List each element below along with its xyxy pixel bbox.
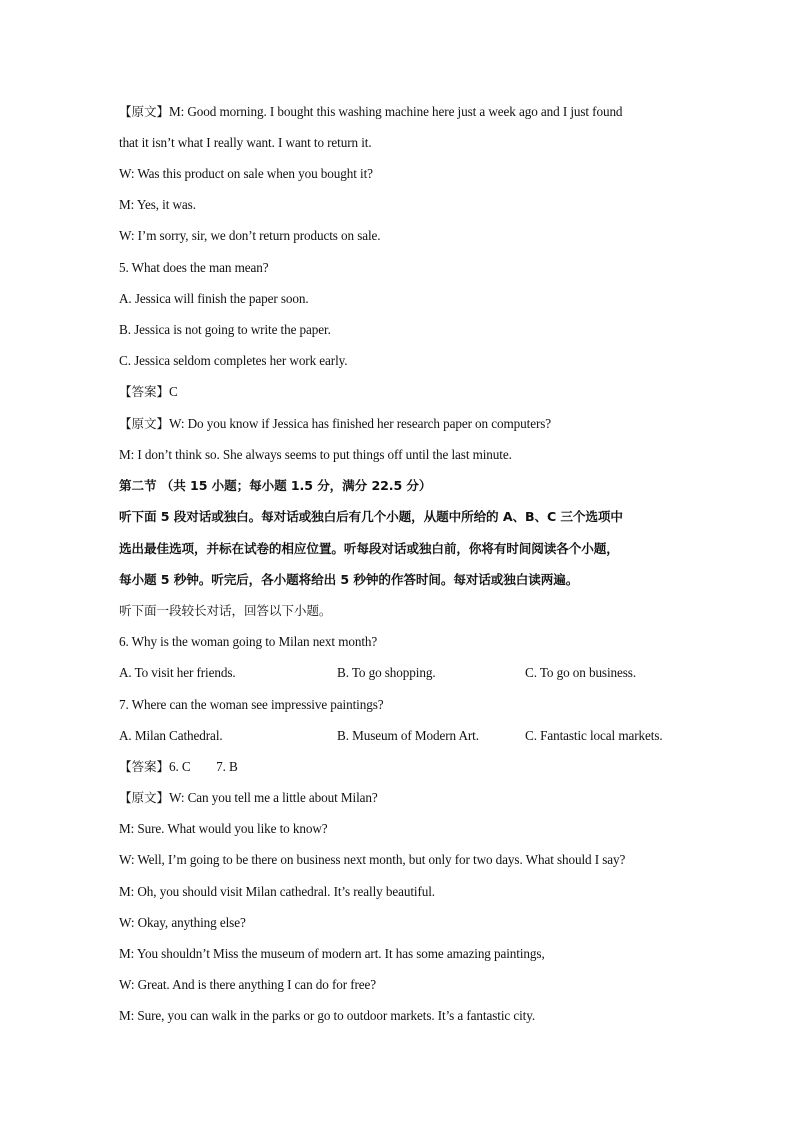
section-heading bbox=[119, 477, 431, 495]
transcript-line bbox=[119, 851, 625, 869]
question-text: 7. Where can the woman see impressive paintings? bbox=[119, 697, 384, 712]
answer-line bbox=[119, 758, 238, 776]
transcript-line bbox=[119, 914, 246, 932]
line-text: M: Yes, it was. bbox=[119, 197, 196, 212]
option-c: C. Fantastic local markets. bbox=[525, 728, 663, 743]
line-text: W: Do you know if Jessica has finished her research paper on computers? bbox=[168, 416, 552, 431]
transcript-line bbox=[119, 227, 381, 245]
transcript-line bbox=[119, 165, 373, 183]
line-text: M: Oh, you should visit Milan cathedral. It’s really beautiful. bbox=[119, 884, 436, 899]
line-text: M: You shouldn’t Miss the museum of modern art. It has some amazing paintings, bbox=[119, 946, 545, 961]
line-text: W: Can you tell me a little about Milan? bbox=[168, 790, 378, 805]
line-text: W: Was this product on sale when you bought it? bbox=[119, 166, 373, 181]
line-text: W: Great. And is there anything I can do for free? bbox=[119, 977, 377, 992]
transcript-line bbox=[119, 945, 545, 963]
transcript-line bbox=[119, 446, 512, 464]
instruction-text: 听下面一段较长对话，回答以下小题。 bbox=[119, 603, 332, 618]
option-text: B. Jessica is not going to write the paper. bbox=[119, 322, 331, 337]
option-a: A. Milan Cathedral. bbox=[119, 728, 223, 743]
line-text: M: I don’t think so. She always seems to put things off until the last minute. bbox=[119, 447, 512, 462]
instruction-text: 听下面 5 段对话或独白。每对话或独白后有几个小题，从题中所给的 A、B、C 三个选项中 bbox=[119, 509, 623, 524]
transcript-label: 【原文】 bbox=[119, 416, 169, 431]
section-heading-text: 第二节 （共 15 小题；每小题 1.5 分，满分 22.5 分） bbox=[119, 478, 432, 493]
answer-line bbox=[119, 383, 178, 401]
answer-text: 6. C 7. B bbox=[168, 759, 238, 774]
transcript-line bbox=[119, 789, 378, 807]
transcript-line bbox=[119, 134, 372, 152]
transcript-label: 【原文】 bbox=[119, 790, 169, 805]
option-a bbox=[119, 290, 309, 308]
question-5 bbox=[119, 259, 269, 277]
option-a: A. To visit her friends. bbox=[119, 665, 236, 680]
transcript-label: 【原文】 bbox=[119, 104, 169, 119]
line-text: M: Sure. What would you like to know? bbox=[119, 821, 328, 836]
question-text: 5. What does the man mean? bbox=[119, 260, 269, 275]
answer-label: 【答案】 bbox=[119, 384, 169, 399]
option-b: B. Museum of Modern Art. bbox=[337, 728, 479, 743]
line-text: W: Okay, anything else? bbox=[119, 915, 246, 930]
option-text: A. Jessica will finish the paper soon. bbox=[119, 291, 309, 306]
line-text: that it isn’t what I really want. I want to return it. bbox=[119, 135, 372, 150]
option-b: B. To go shopping. bbox=[337, 665, 436, 680]
question-7 bbox=[119, 696, 383, 714]
option-c: C. To go on business. bbox=[525, 665, 637, 680]
line-text: M: Sure, you can walk in the parks or go to outdoor markets. It’s a fantastic city. bbox=[119, 1008, 536, 1023]
option-c bbox=[119, 352, 348, 370]
transcript-line bbox=[119, 1007, 535, 1025]
instruction-line bbox=[119, 540, 619, 558]
instruction-line bbox=[119, 571, 578, 589]
question-6 bbox=[119, 633, 377, 651]
transcript-line bbox=[119, 103, 622, 121]
option-b bbox=[119, 321, 331, 339]
line-text: W: Well, I’m going to be there on business next month, but only for two days. What should I say? bbox=[119, 852, 626, 867]
transcript-line bbox=[119, 976, 376, 994]
transcript-line bbox=[119, 415, 551, 433]
line-text: M: Good morning. I bought this washing machine here just a week ago and I just found bbox=[168, 104, 623, 119]
answer-label: 【答案】 bbox=[119, 759, 169, 774]
transcript-line bbox=[119, 196, 196, 214]
line-text: W: I’m sorry, sir, we don’t return products on sale. bbox=[119, 228, 381, 243]
answer-text: C bbox=[168, 384, 178, 399]
option-text: C. Jessica seldom completes her work early. bbox=[119, 353, 348, 368]
transcript-line bbox=[119, 883, 435, 901]
instruction-line bbox=[119, 508, 623, 526]
instruction-line bbox=[119, 602, 331, 620]
instruction-text: 选出最佳选项，并标在试卷的相应位置。听每段对话或独白前，你将有时间阅读各个小题， bbox=[119, 541, 619, 556]
question-text: 6. Why is the woman going to Milan next month? bbox=[119, 634, 378, 649]
instruction-text: 每小题 5 秒钟。听完后，各小题将给出 5 秒钟的作答时间。每对话或独白读两遍。 bbox=[119, 572, 579, 587]
transcript-line bbox=[119, 820, 328, 838]
